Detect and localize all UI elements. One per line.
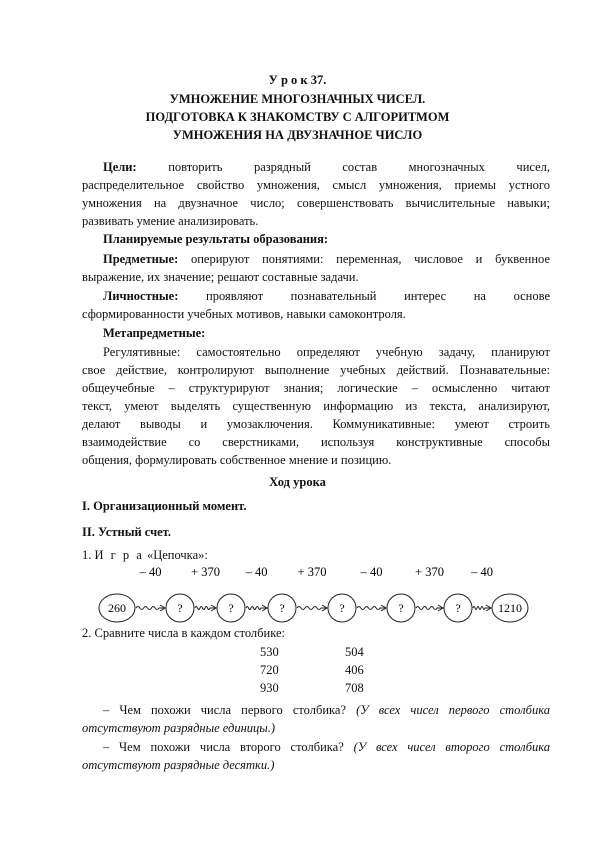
col1-number-2: 720 (260, 663, 279, 677)
chain-node-value: ? (455, 601, 461, 615)
chain-connector (416, 607, 443, 610)
goals-line-3: умножения на двузначное число; совершенствовать вычислительные навыки; (82, 196, 550, 210)
goals-label: Цели: (103, 160, 137, 174)
col2-number-2: 406 (345, 663, 364, 677)
answer-2-part-2: отсутствуют разрядные десятки.) (82, 758, 275, 772)
col1-number-3: 930 (260, 681, 279, 695)
goals-line-1 (103, 158, 550, 176)
subject-label: Предметные: (103, 252, 179, 266)
question-2-line-1 (103, 738, 550, 756)
chain-operation-label: + 370 (297, 565, 327, 579)
personal-line-2: сформированности учебных мотивов, навыки самоконтроля. (82, 307, 406, 321)
subject-line-2: выражение, их значение; решают составные задачи. (82, 270, 359, 284)
chain-connector (357, 607, 386, 610)
chain-node-value: 1210 (498, 601, 522, 615)
col2-number-3: 708 (345, 681, 364, 695)
section-1-heading: I. Организационный момент. (82, 499, 247, 513)
subject-line-1 (103, 250, 550, 268)
meta-heading: Метапредметные: (103, 326, 206, 340)
goals-line-2: распределительное свойство умножения, смысл умножения, приемы устного (82, 178, 550, 192)
title-line-1: УМНОЖЕНИЕ МНОГОЗНАЧНЫХ ЧИСЕЛ. (169, 92, 426, 106)
question-2-text: – Чем похожи числа второго столбика? (103, 740, 344, 754)
planned-results-heading: Планируемые результаты образования: (103, 232, 329, 246)
chain-node-value: ? (279, 601, 285, 615)
chain-node-value: ? (339, 601, 345, 615)
course-heading: Ход урока (269, 475, 326, 489)
meta-line-4: текст, умеют выделять существенную информацию из текста, анализируют, (82, 399, 550, 413)
question-1-text: – Чем похожи числа первого столбика? (103, 703, 347, 717)
meta-line-7: общения, формулировать собственное мнение и позицию. (82, 453, 392, 467)
answer-2-part-1: (У всех чисел второго столбика (353, 740, 551, 754)
chain-connector (195, 607, 216, 610)
goals-line-4: развивать умение анализировать. (82, 214, 259, 228)
chain-node-value: ? (177, 601, 183, 615)
chain-connector (136, 607, 165, 610)
game-prefix: 1. (82, 548, 92, 562)
task-2-heading: 2. Сравните числа в каждом столбике: (82, 626, 285, 640)
game-word: И г р а (94, 548, 144, 562)
game-name: «Цепочка»: (146, 548, 208, 562)
meta-line-3: общеучебные – структурируют знания; логические – осмысленно читают (82, 381, 550, 395)
subject-text-1: оперируют понятиями: переменная, числовое и буквенное (190, 252, 550, 266)
meta-line-1: Регулятивные: самостоятельно определяют учебную задачу, планируют (103, 345, 550, 359)
meta-line-2: свое действие, контролируют выполнение учебных действий. Познавательные: (82, 363, 550, 377)
meta-line-6: взаимодействие со сверстниками, используя конструктивные способы (82, 435, 550, 449)
col2-number-1: 504 (345, 645, 364, 659)
chain-operation-label: – 40 (471, 565, 493, 579)
title-line-2: ПОДГОТОВКА К ЗНАКОМСТВУ С АЛГОРИТМОМ (145, 110, 450, 124)
col1-number-1: 530 (260, 645, 279, 659)
chain-operation-label: – 40 (245, 565, 268, 579)
chain-operation-label: + 370 (415, 565, 444, 579)
chain-diagram (96, 564, 530, 628)
title-line-3: УМНОЖЕНИЯ НА ДВУЗНАЧНОЕ ЧИСЛО (172, 128, 423, 142)
answer-1-part-1: (У всех чисел первого столбика (356, 703, 551, 717)
answer-1-part-2: отсутствуют разрядные единицы.) (82, 721, 276, 735)
personal-text-1: проявляют познавательный интерес на основе (206, 289, 551, 303)
chain-operation-label: + 370 (191, 565, 220, 579)
chain-node-value: ? (398, 601, 404, 615)
section-2-heading: II. Устный счет. (82, 525, 172, 539)
chain-operation-label: – 40 (139, 565, 162, 579)
game-heading (82, 546, 529, 564)
chain-operation-label: – 40 (360, 565, 383, 579)
personal-line-1 (103, 287, 550, 305)
personal-label: Личностные: (103, 289, 179, 303)
chain-connector (246, 607, 267, 610)
lesson-number: У р о к 37. (268, 73, 327, 87)
meta-line-5: делают выводы и умозаключения. Коммуникативные: умеют строить (82, 417, 550, 431)
question-1-line-1 (103, 701, 550, 719)
chain-connector (297, 607, 327, 610)
chain-node-value: 260 (108, 601, 126, 615)
chain-node-value: ? (228, 601, 234, 615)
goals-text-1: повторить разрядный состав многозначных чисел, (168, 160, 550, 174)
